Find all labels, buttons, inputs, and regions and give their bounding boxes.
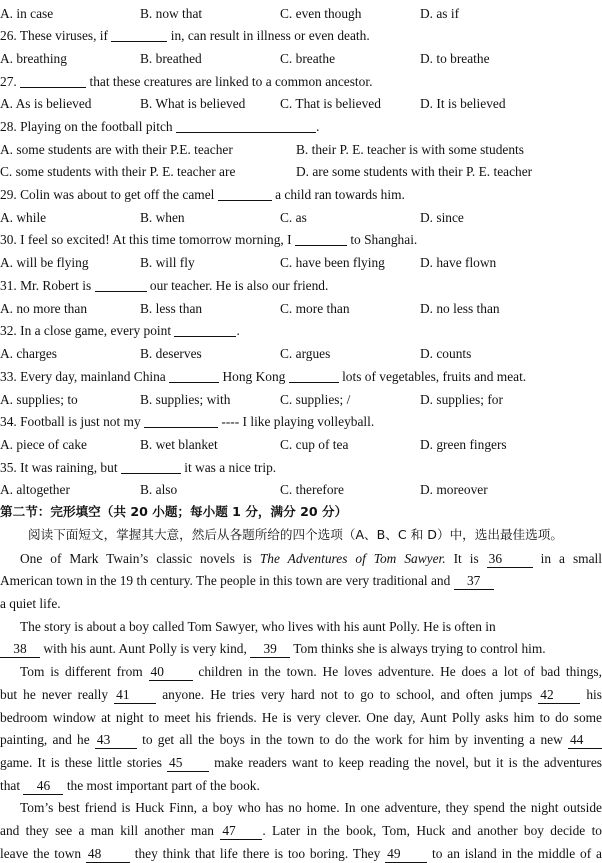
q29-blank <box>218 186 272 201</box>
blank-41: 41 <box>114 687 156 704</box>
q31-option-b: B. less than <box>140 301 203 316</box>
q32-blank <box>174 322 236 337</box>
blank-42: 42 <box>538 687 580 704</box>
blank-38: 38 <box>0 641 40 658</box>
q35-blank <box>121 459 181 474</box>
q27-option-d: D. It is believed <box>420 96 506 111</box>
q31-blank <box>95 277 147 292</box>
blank-39: 39 <box>250 641 290 658</box>
q35-option-a: A. altogether <box>0 482 70 497</box>
passage-line: but he never really 41 anyone. He tries very hard not to go to school, and often jumps 42 his <box>0 687 602 702</box>
q27-stem: 27. that these creatures are linked to a common ancestor. <box>0 74 373 89</box>
q27-option-b: B. What is believed <box>140 96 246 111</box>
q31-option-a: A. no more than <box>0 301 88 316</box>
q34-option-b: B. wet blanket <box>140 437 218 452</box>
blank-47: 47 <box>220 823 262 840</box>
q31-option-c: C. more than <box>280 301 350 316</box>
blank-45: 45 <box>167 755 209 772</box>
q33-option-a: A. supplies; to <box>0 392 78 407</box>
q27-option-c: C. That is believed <box>280 96 381 111</box>
q25-option-d: D. as if <box>420 6 460 21</box>
passage-line: Tom’s best friend is Huck Finn, a boy who has no home. In one adventure, they spend the night outside <box>20 800 602 815</box>
passage-line: and they see a man kill another man 47 . Later in the book, Tom, Huck and another boy decide to <box>0 823 602 838</box>
q34-blank <box>144 413 218 428</box>
q32-option-d: D. counts <box>420 346 472 361</box>
q26-option-c: C. breathe <box>280 51 336 66</box>
q33-option-b: B. supplies; with <box>140 392 231 407</box>
q26-blank <box>111 27 167 42</box>
q33-blank-1 <box>169 368 219 383</box>
q33-stem: 33. Every day, mainland China Hong Kong lots of vegetables, fruits and meat. <box>0 369 527 384</box>
q35-option-c: C. therefore <box>280 482 344 497</box>
blank-46: 46 <box>23 778 63 795</box>
blank-43: 43 <box>95 732 137 749</box>
q35-option-b: B. also <box>140 482 178 497</box>
q33-blank-2 <box>289 368 339 383</box>
blank-37: 37 <box>454 573 494 590</box>
blank-48: 48 <box>86 846 130 863</box>
passage-line: bedroom window at night to meet his friends. He is very clever. One day, Aunt Polly asks him to do some <box>0 710 602 725</box>
q30-option-c: C. have been flying <box>280 255 385 270</box>
q29-option-a: A. while <box>0 210 47 225</box>
q30-stem: 30. I feel so excited! At this time tomorrow morning, I to Shanghai. <box>0 232 418 247</box>
blank-49: 49 <box>385 846 427 863</box>
passage-line: game. It is these little stories 45 make readers want to keep reading the novel, but it is the adventures <box>0 755 602 770</box>
q32-stem: 32. In a close game, every point . <box>0 323 240 338</box>
q33-option-c: C. supplies; / <box>280 392 351 407</box>
q26-option-b: B. breathed <box>140 51 202 66</box>
q30-option-d: D. have flown <box>420 255 497 270</box>
q31-option-d: D. no less than <box>420 301 500 316</box>
q28-stem: 28. Playing on the football pitch . <box>0 119 320 134</box>
q27-blank <box>20 73 86 88</box>
q26-option-a: A. breathing <box>0 51 67 66</box>
passage-line: Tom is different from 40 children in the town. He loves adventure. He does a lot of bad things, <box>20 664 602 679</box>
q32-option-b: B. deserves <box>140 346 202 361</box>
q29-option-c: C. as <box>280 210 307 225</box>
q26-option-d: D. to breathe <box>420 51 490 66</box>
q29-option-b: B. when <box>140 210 185 225</box>
passage-line: American town in the 19 th century. The people in this town are very traditional and 37 <box>0 572 494 590</box>
passage-line: 38 with his aunt. Aunt Polly is very kind, 39 Tom thinks she is always trying to control him. <box>0 640 546 658</box>
q27-option-a: A. As is believed <box>0 96 92 111</box>
section-instruction: 阅读下面短文，掌握其大意，然后从各题所给的四个选项（A、B、C 和 D）中，选出最佳选项。 <box>28 527 563 542</box>
blank-40: 40 <box>149 664 193 681</box>
q28-option-d: D. are some students with their P. E. teacher <box>296 164 533 179</box>
q28-option-a: A. some students are with their P.E. teacher <box>0 142 233 157</box>
q32-option-c: C. argues <box>280 346 331 361</box>
q29-stem: 29. Colin was about to get off the camel a child ran towards him. <box>0 187 405 202</box>
q25-option-a: A. in case <box>0 6 54 21</box>
passage-line: leave the town 48 they think that life there is too boring. They 49 to an island in the middle of a <box>0 846 602 861</box>
q26-stem: 26. These viruses, if in, can result in illness or even death. <box>0 28 370 43</box>
q35-stem: 35. It was raining, but it was a nice trip. <box>0 460 277 475</box>
passage-line: that 46 the most important part of the book. <box>0 778 260 793</box>
q25-option-b: B. now that <box>140 6 203 21</box>
q34-option-d: D. green fingers <box>420 437 507 452</box>
passage-line: a quiet life. <box>0 596 61 611</box>
blank-36: 36 <box>487 551 533 568</box>
q34-stem: 34. Football is just not my ---- I like playing volleyball. <box>0 414 375 429</box>
passage-line: One of Mark Twain’s classic novels is The Adventures of Tom Sawyer. It is 36 in a small <box>20 551 602 566</box>
q28-option-b: B. their P. E. teacher is with some students <box>296 142 524 157</box>
q28-option-c: C. some students with their P. E. teacher are <box>0 164 236 179</box>
q30-blank <box>295 231 347 246</box>
q31-stem: 31. Mr. Robert is our teacher. He is also our friend. <box>0 278 329 293</box>
q30-option-a: A. will be flying <box>0 255 89 270</box>
q28-blank <box>176 118 316 133</box>
q29-option-d: D. since <box>420 210 464 225</box>
passage-line: The story is about a boy called Tom Sawyer, who lives with his aunt Polly. He is often in <box>20 619 496 634</box>
q30-option-b: B. will fly <box>140 255 195 270</box>
blank-44: 44 <box>568 732 602 749</box>
q34-option-c: C. cup of tea <box>280 437 349 452</box>
q34-option-a: A. piece of cake <box>0 437 87 452</box>
q33-option-d: D. supplies; for <box>420 392 503 407</box>
passage-line: painting, and he 43 to get all the boys in the town to do the work for him by inventing a new 44 <box>0 731 602 749</box>
section-title: 第二节：完形填空（共 20 小题；每小题 1 分，满分 20 分） <box>0 504 348 519</box>
q25-option-c: C. even though <box>280 6 362 21</box>
q32-option-a: A. charges <box>0 346 58 361</box>
q35-option-d: D. moreover <box>420 482 488 497</box>
